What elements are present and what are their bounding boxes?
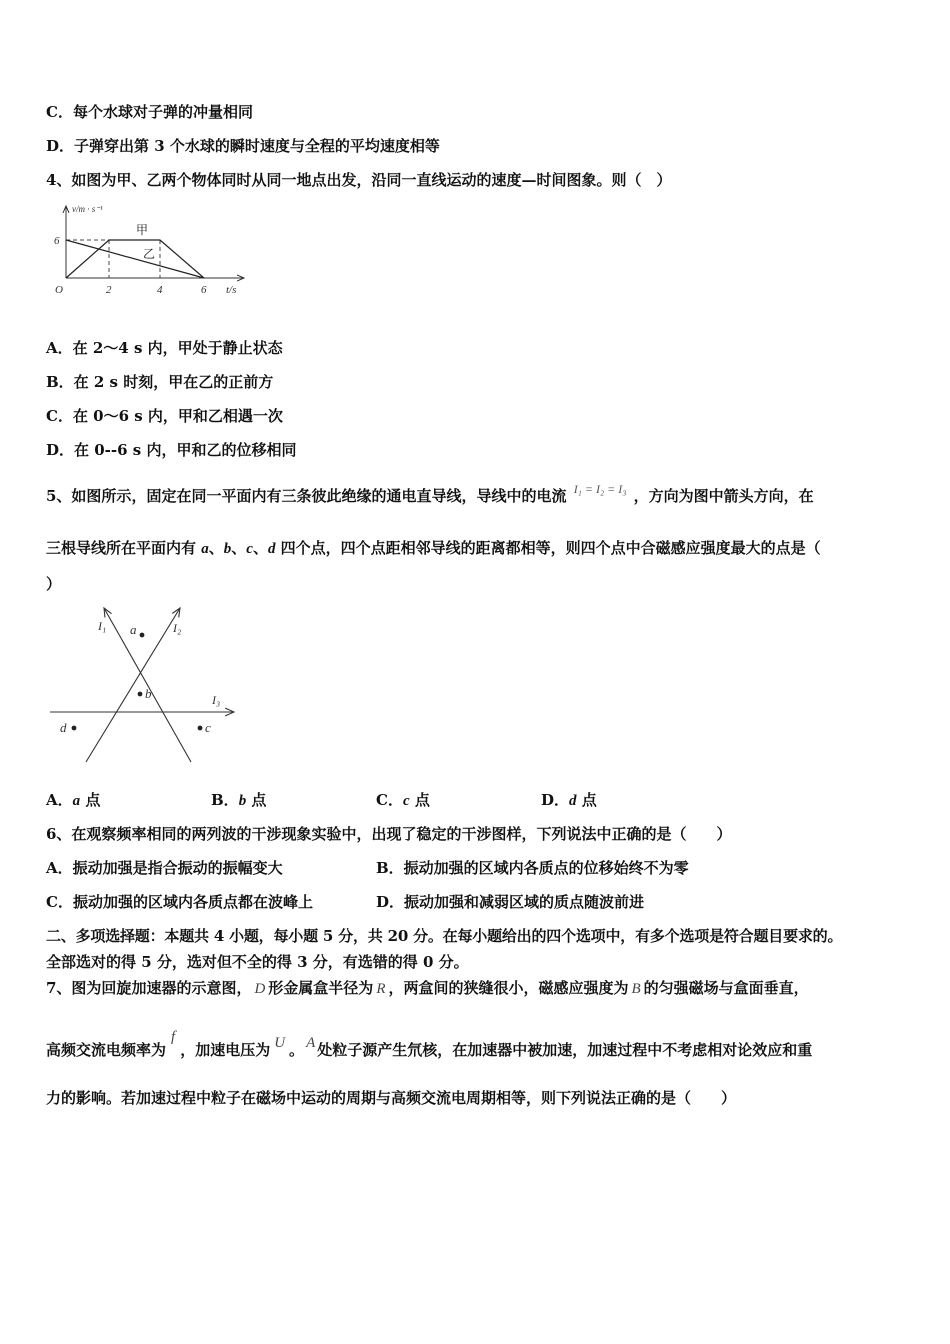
q7-symbol-b: B	[631, 981, 641, 997]
q4-vt-graph	[46, 200, 256, 305]
q4-option-d: D．在 0--6 s 内，甲和乙的位移相同	[46, 441, 297, 459]
q5-option-c: C．c 点	[376, 791, 430, 809]
q5-stem-line3: ）	[46, 575, 62, 593]
q7-symbol-f: f	[171, 1029, 176, 1045]
q4-option-b: B．在 2 s 时刻，甲在乙的正前方	[46, 373, 274, 391]
q7-symbol-d: D	[254, 981, 266, 997]
q5-point-d	[72, 726, 77, 731]
q4-origin-label: O	[55, 284, 63, 296]
q7-text: 高频交流电频率为	[46, 1041, 167, 1059]
q4-stem: 4、如图为甲、乙两个物体同时从同一地点出发，沿同一直线运动的速度—时间图象。则（ ）	[46, 171, 672, 189]
q7-text: ，两盒间的狭缝很小，磁感应强度为	[388, 979, 629, 997]
q6-stem: 6、在观察频率相同的两列波的干涉现象实验中，出现了稳定的干涉图样，下列说法中正确的是（ ）	[46, 825, 732, 843]
q5-label-i2: I₂	[173, 621, 182, 635]
q5-label-i3: I₃	[212, 693, 221, 707]
q4-x-tick-4: 4	[157, 284, 163, 296]
q4-y-tick-6: 6	[54, 235, 60, 247]
q7-symbol-a: A	[306, 1035, 316, 1051]
q5-fig-label-a: a	[130, 622, 137, 637]
q4-option-a: A．在 2～4 s 内，甲处于静止状态	[46, 339, 283, 357]
q5-stem-line2	[46, 538, 821, 559]
q5-point-d-label: d	[267, 541, 276, 557]
q4-x-tick-6: 6	[201, 284, 207, 296]
q6-option-d: D．振动加强和减弱区域的质点随波前进	[376, 893, 645, 911]
q5-point-a	[140, 633, 145, 638]
q5-stem-part2: ，方向为图中箭头方向，在	[633, 487, 814, 505]
q5-fig-label-d: d	[60, 720, 67, 735]
q5-point-b-label: b	[223, 541, 232, 557]
q5-point-c	[198, 726, 203, 731]
q5-point-b	[138, 692, 143, 697]
q4-x-axis-label: t/s	[226, 284, 237, 296]
q5-label-i1: I₁	[98, 619, 107, 633]
q6-option-a: A．振动加强是指合振动的振幅变大	[46, 859, 283, 877]
q5-fig-label-b: b	[145, 686, 152, 701]
q3-option-c: C．每个水球对子弹的冲量相同	[46, 103, 253, 121]
q5-sep: 、	[252, 539, 268, 557]
section2-heading-line1: 二、多项选择题：本题共 4 小题，每小题 5 分，共 20 分。在每小题给出的四个选项中，有多个选项是符合题目要求的。	[46, 927, 843, 945]
q7-stem-line1	[46, 978, 809, 999]
q7-symbol-u: U	[274, 1035, 286, 1051]
q5-sep: 、	[208, 539, 224, 557]
q7-text: 形金属盒半径为	[268, 979, 374, 997]
q7-text: 处粒子源产生氘核，在加速器中被加速，加速过程中不考虑相对论效应和重	[317, 1041, 813, 1059]
q4-x-tick-2: 2	[106, 284, 112, 296]
q5-stem-part1: 5、如图所示，固定在同一平面内有三条彼此绝缘的通电直导线，导线中的电流	[46, 487, 567, 505]
q7-text: ，加速电压为	[180, 1041, 271, 1059]
q7-text: 。	[289, 1041, 305, 1059]
q5-current-expr: I₁ = I₂ = I₃	[573, 482, 627, 496]
q5-fig-label-c: c	[205, 720, 211, 735]
q7-stem-line2	[46, 1029, 813, 1061]
q5-stem-line2-text: 三根导线所在平面内有	[46, 539, 202, 557]
q5-option-d: D．d 点	[541, 791, 597, 809]
q5-option-b: B．b 点	[211, 791, 267, 809]
section2-heading-line2: 全部选对的得 5 分，选对但不全的得 3 分，有选错的得 0 分。	[46, 953, 469, 971]
q5-point-c-label: c	[246, 541, 253, 557]
q5-stem-line2-text: 四个点，四个点距相邻导线的距离都相等，则四个点中合磁感应强度最大的点是（	[275, 539, 821, 557]
q7-symbol-r: R	[376, 981, 386, 997]
q5-stem-line1	[46, 482, 814, 507]
q4-y-axis-label: v/m · s⁻¹	[72, 204, 103, 214]
q6-option-b: B．振动加强的区域内各质点的位移始终不为零	[376, 859, 689, 877]
q7-stem-line3: 力的影响。若加速过程中粒子在磁场中运动的周期与高频交流电周期相等，则下列说法正确的是（ ）	[46, 1089, 737, 1107]
q5-wires-figure	[46, 600, 246, 770]
q4-option-c: C．在 0～6 s 内，甲和乙相遇一次	[46, 407, 283, 425]
q5-point-a-label: a	[201, 541, 209, 557]
q5-sep: 、	[231, 539, 247, 557]
q7-text: 的匀强磁场与盒面垂直，	[643, 979, 809, 997]
q4-label-yi: 乙	[143, 247, 156, 261]
q6-option-c: C．振动加强的区域内各质点都在波峰上	[46, 893, 313, 911]
q3-option-d: D．子弹穿出第 3 个水球的瞬时速度与全程的平均速度相等	[46, 137, 440, 155]
q5-option-a: A．a 点	[46, 791, 101, 809]
q4-label-jia: 甲	[136, 223, 149, 237]
q7-text: 7、图为回旋加速器的示意图，	[46, 979, 252, 997]
